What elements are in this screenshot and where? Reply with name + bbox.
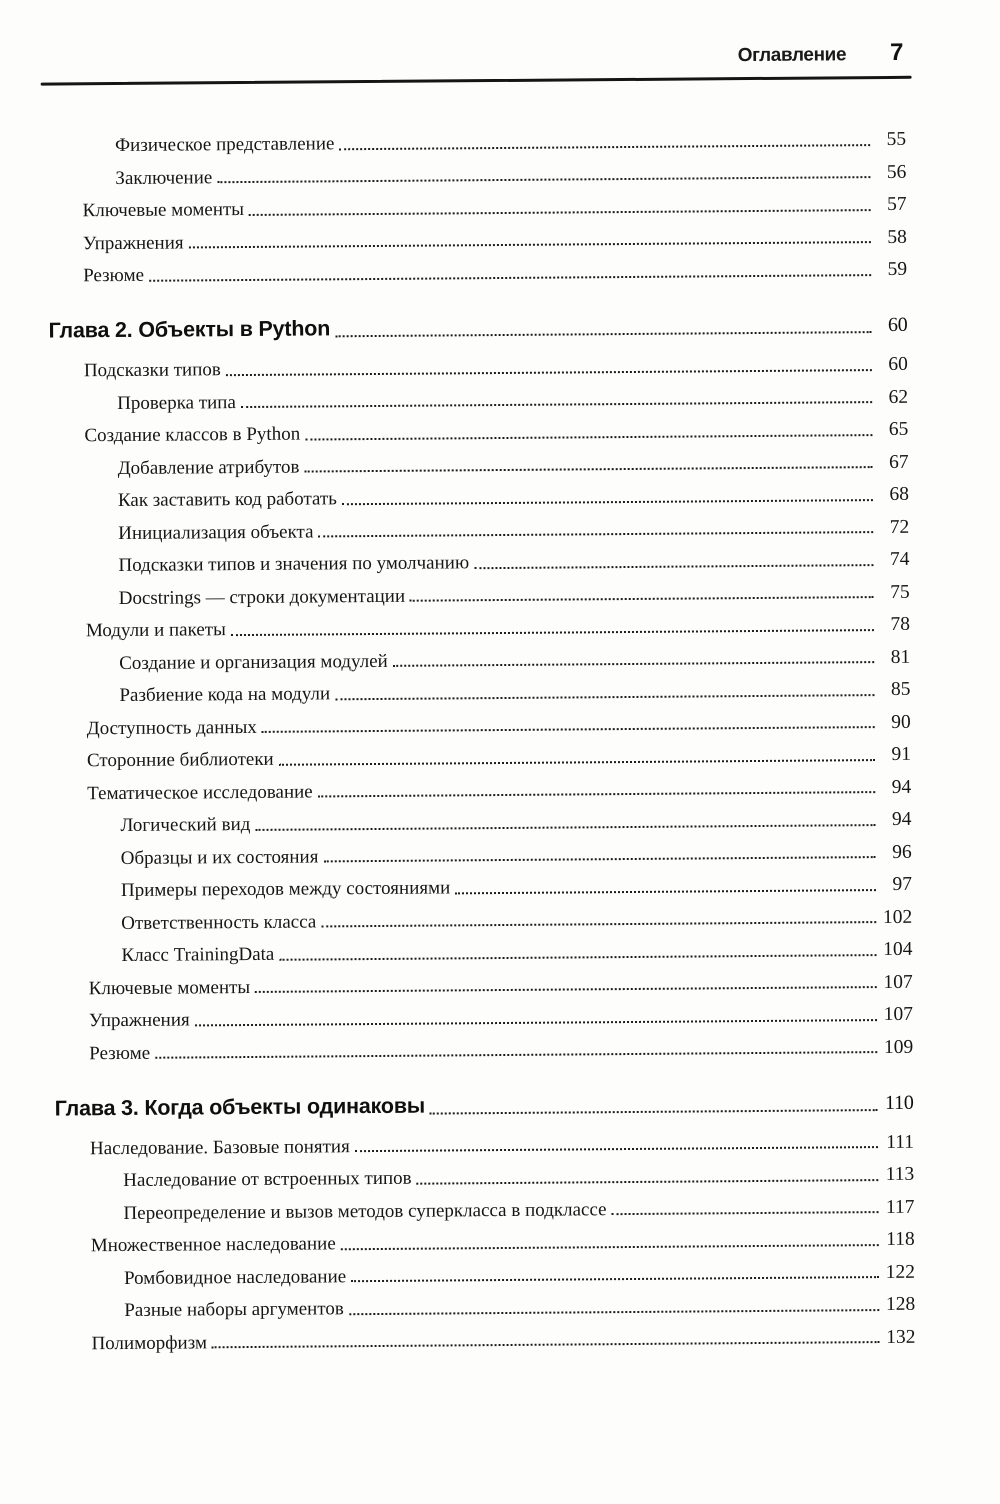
toc-entry-page-number: 78: [890, 613, 910, 635]
toc-entry-title: Ответственность класса: [121, 910, 317, 934]
toc-entry-title: Разбиение кода на модули: [119, 683, 331, 707]
toc-entry: [56, 1294, 915, 1322]
toc-entry: [56, 1229, 915, 1257]
dotted-leader: [336, 1229, 883, 1254]
toc-entry-page-number: 132: [886, 1326, 916, 1348]
toc-entry-title: Резюме: [83, 264, 145, 287]
toc-entry-title: Подсказки типов: [83, 359, 221, 382]
dotted-leader: [330, 311, 876, 343]
dotted-leader: [144, 259, 875, 286]
toc-entry-title: Примеры переходов между состояниями: [120, 877, 451, 902]
toc-entry-title: Глава 3. Когда объекты одинаковы: [54, 1093, 426, 1121]
toc-entry-title: Ключевые моменты: [88, 976, 251, 999]
toc-entry-title: Подсказки типов и значения по умолчанию: [118, 552, 470, 577]
toc-entry-page-number: 56: [886, 161, 907, 183]
toc-entry: [53, 874, 912, 902]
toc-entry-page-number: 74: [889, 548, 910, 570]
toc-entry-page-number: 55: [886, 128, 907, 150]
toc-entry-page-number: 60: [887, 313, 908, 336]
dotted-leader: [236, 387, 876, 413]
toc-entry: [50, 484, 909, 512]
toc-entry-title: Как заставить код работать: [117, 488, 337, 512]
toc-entry: [52, 744, 911, 772]
dotted-leader: [226, 614, 878, 640]
toc-entry: [48, 226, 907, 254]
dotted-leader: [150, 1037, 881, 1064]
toc-entry: [48, 259, 907, 287]
toc-entry-title: Docstrings — строки документации: [118, 585, 406, 609]
toc-entry-page-number: 113: [885, 1163, 915, 1186]
dotted-leader: [221, 354, 876, 380]
dotted-leader: [606, 1197, 882, 1220]
toc-entry: [53, 939, 912, 967]
toc-entry-title: Ромбовидное наследование: [123, 1265, 347, 1289]
toc-chapter-entry: [55, 1088, 914, 1123]
dotted-leader: [299, 452, 876, 478]
dotted-leader: [425, 1089, 882, 1121]
dotted-leader: [244, 194, 875, 220]
toc-entry: [52, 776, 911, 804]
dotted-leader: [313, 777, 880, 802]
toc-entry: [50, 549, 909, 577]
toc-entry: [52, 809, 911, 837]
toc-entry-title: Создание классов в Python: [84, 423, 301, 447]
dotted-leader: [450, 874, 880, 898]
toc-entry-page-number: 72: [889, 516, 910, 538]
dotted-leader: [250, 972, 881, 998]
toc-entry-page-number: 68: [889, 483, 909, 505]
dotted-leader: [405, 582, 878, 607]
header-rule: [41, 76, 912, 86]
toc-entry-page-number: 107: [883, 971, 913, 993]
dotted-leader: [330, 679, 878, 704]
toc-entry: [54, 1036, 913, 1064]
toc-entry-title: Тематическое исследование: [87, 780, 313, 804]
toc-entry-page-number: 117: [885, 1196, 915, 1218]
dotted-leader: [350, 1132, 882, 1157]
toc-list: [47, 129, 916, 1354]
running-head-title: Оглавление: [737, 44, 847, 67]
toc-entry: [56, 1326, 915, 1354]
toc-entry: [54, 971, 913, 999]
dotted-leader: [274, 744, 879, 770]
running-head-page-number: 7: [889, 38, 904, 66]
dotted-leader: [183, 227, 874, 253]
toc-entry: [55, 1131, 914, 1159]
dotted-leader: [344, 1294, 884, 1319]
dotted-leader: [250, 809, 879, 835]
dotted-leader: [337, 484, 877, 509]
toc-entry-page-number: 110: [884, 1091, 914, 1114]
dotted-leader: [207, 1327, 884, 1353]
toc-entry-page-number: 62: [888, 386, 909, 408]
toc-entry: [54, 1004, 913, 1032]
dotted-leader: [412, 1164, 883, 1189]
toc-entry-title: Резюме: [89, 1042, 151, 1064]
toc-entry-page-number: 59: [887, 258, 908, 280]
toc-entry-title: Упражнения: [88, 1009, 190, 1032]
dotted-leader: [334, 129, 874, 154]
toc-entry-title: Логический вид: [120, 813, 251, 837]
toc-entry: [51, 614, 910, 642]
toc-entry-title: Доступность данных: [86, 716, 257, 739]
toc-entry-title: Проверка типа: [117, 391, 236, 414]
toc-entry: [48, 194, 907, 222]
toc-entry: [55, 1164, 914, 1192]
toc-entry-page-number: 91: [891, 743, 912, 765]
toc-entry-page-number: 81: [890, 646, 911, 668]
dotted-leader: [300, 419, 876, 445]
toc-entry-page-number: 111: [886, 1131, 915, 1153]
toc-entry: [47, 161, 906, 189]
dotted-leader: [257, 712, 879, 738]
toc-entry-title: Класс TrainingData: [121, 943, 275, 967]
toc-entry: [49, 354, 908, 382]
toc-entry-page-number: 75: [890, 581, 910, 603]
toc-entry-title: Полиморфизм: [91, 1331, 208, 1354]
toc-entry-title: Образцы и их состояния: [120, 845, 319, 869]
toc-entry-page-number: 85: [890, 678, 911, 700]
toc-entry-page-number: 58: [887, 226, 907, 248]
toc-entry-title: Модули и пакеты: [85, 619, 226, 642]
toc-entry-title: Ключевые моменты: [82, 199, 245, 222]
toc-entry: [50, 516, 909, 544]
dotted-leader: [316, 907, 880, 932]
toc-entry: [52, 711, 911, 739]
toc-entry: [53, 841, 912, 869]
toc-entry-title: Множественное наследование: [90, 1233, 336, 1257]
dotted-leader: [388, 647, 879, 672]
dotted-leader: [212, 162, 874, 188]
toc-entry-page-number: 60: [888, 353, 908, 375]
toc-entry: [47, 129, 906, 157]
toc-entry: [51, 646, 910, 674]
dotted-leader: [190, 1004, 881, 1030]
toc-entry-page-number: 128: [885, 1293, 916, 1316]
toc-entry-title: Переопределение и вызов методов суперкласса в подклассе: [123, 1198, 607, 1224]
toc-entry-title: Инициализация объекта: [118, 520, 314, 544]
toc-entry-title: Заключение: [115, 166, 213, 189]
dotted-leader: [346, 1262, 883, 1287]
dotted-leader: [318, 842, 879, 867]
toc-entry: [49, 419, 908, 447]
dotted-leader: [274, 939, 880, 965]
toc-entry-page-number: 96: [892, 841, 912, 863]
toc-entry-page-number: 97: [892, 873, 913, 895]
toc-entry: [53, 906, 912, 934]
toc-entry-title: Наследование от встроенных типов: [123, 1167, 412, 1191]
toc-entry-title: Создание и организация модулей: [119, 650, 388, 674]
toc-entry-page-number: 109: [883, 1036, 914, 1058]
toc-entry: [55, 1196, 914, 1224]
dotted-leader: [313, 517, 877, 542]
dotted-leader: [469, 549, 877, 573]
toc-entry-title: Глава 2. Объекты в Python: [48, 316, 331, 343]
toc-entry-title: Наследование. Базовые понятия: [89, 1135, 350, 1159]
toc-entry-title: Добавление атрибутов: [117, 456, 300, 479]
toc-entry-page-number: 122: [885, 1261, 916, 1283]
toc-entry-title: Сторонние библиотеки: [86, 748, 274, 772]
toc-entry-page-number: 107: [883, 1003, 914, 1026]
toc-chapter-entry: [48, 311, 907, 346]
toc-entry: [51, 679, 910, 707]
running-head: [46, 39, 905, 74]
toc-entry-page-number: 67: [889, 451, 909, 473]
toc-entry-page-number: 102: [882, 906, 913, 928]
toc-entry-title: Разные наборы аргументов: [124, 1298, 344, 1321]
toc-entry-page-number: 118: [886, 1228, 915, 1251]
toc-entry-page-number: 90: [891, 711, 911, 733]
toc-entry-page-number: 57: [887, 193, 907, 215]
toc-entry-page-number: 94: [891, 808, 912, 830]
toc-entry: [51, 581, 910, 609]
toc-entry-page-number: 65: [888, 418, 909, 440]
toc-entry: [56, 1261, 915, 1289]
toc-entry-page-number: 94: [891, 776, 912, 798]
toc-entry: [49, 386, 908, 414]
toc-entry-title: Упражнения: [82, 231, 184, 254]
toc-entry-page-number: 104: [883, 938, 913, 961]
toc-entry-title: Физическое представление: [115, 133, 335, 157]
toc-entry: [50, 451, 909, 479]
